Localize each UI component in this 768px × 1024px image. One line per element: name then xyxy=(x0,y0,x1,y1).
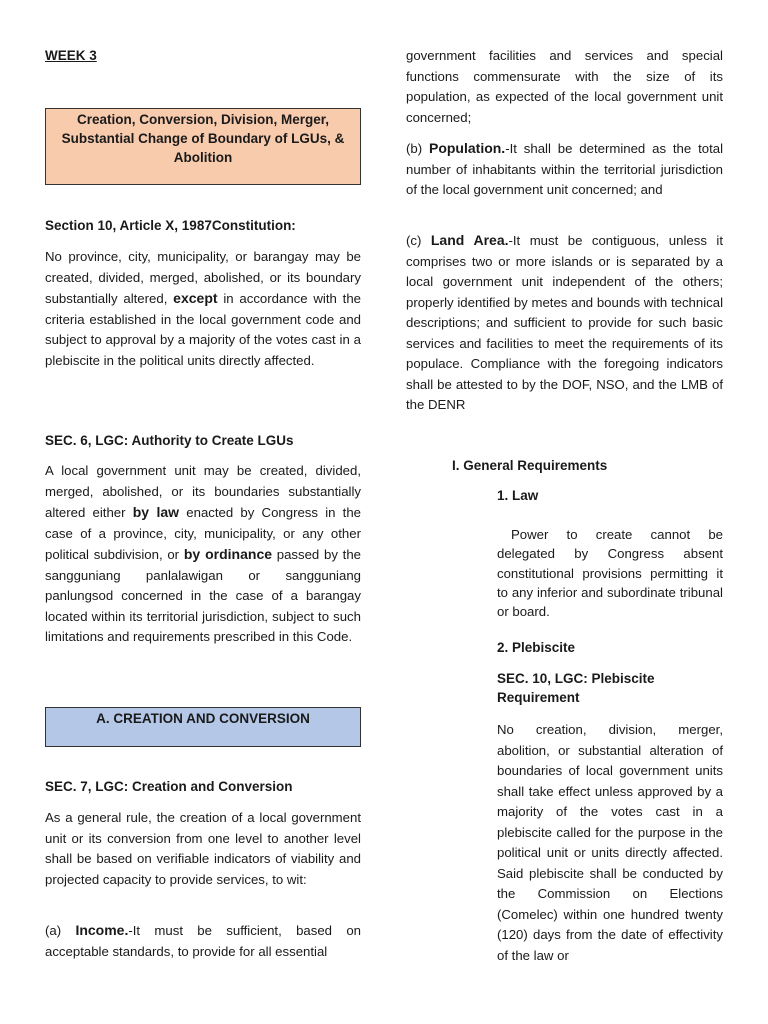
section10-text-post: in accordance with the criteria established in the local government code and subject to approval by a majority of the votes cast in a plebiscite in the political units directly affected. xyxy=(45,291,361,368)
population-prefix: (b) xyxy=(406,141,429,156)
land-area-paragraph xyxy=(406,230,723,416)
population-text: -It shall be determined as the total number of inhabitants within the territorial jurisdiction of the local government unit concerned; and xyxy=(406,141,724,197)
land-area-bold: Land Area. xyxy=(430,232,509,248)
law-heading: 1. Law xyxy=(497,488,539,503)
sec10-lgc-paragraph: No creation, division, merger, abolition, or substantial alteration of boundaries of local government units shall take effect unless approved by a majority of the votes cast in a plebiscite called for the purpose in the political unit or units directly affected. Said plebiscite shall be conducted by the Commission on Elections (Comelec) within one hundred twenty (120) days from the date of effectivity of the law or xyxy=(497,722,723,963)
creation-conversion-box: A. CREATION AND CONVERSION xyxy=(45,707,361,747)
income-prefix: (a) xyxy=(45,923,76,938)
income-bold: Income. xyxy=(75,922,129,938)
income-text: -It must be sufficient, based on acceptable standards, to provide for all essential xyxy=(45,923,362,959)
general-requirements-heading: I. General Requirements xyxy=(452,458,608,473)
section10-bold-except: except xyxy=(173,290,218,306)
population-paragraph xyxy=(406,138,723,201)
income-paragraph xyxy=(45,920,361,962)
land-area-prefix: (c) xyxy=(406,233,431,248)
population-bold: Population. xyxy=(428,140,506,156)
sec7-heading: SEC. 7, LGC: Creation and Conversion xyxy=(45,779,293,794)
sec6-paragraph xyxy=(45,461,361,648)
title-line-2: Substantial Change of Boundary of LGUs, & xyxy=(61,131,345,146)
sec6-bold-by-ordinance: by ordinance xyxy=(183,546,273,562)
land-area-text: -It must be contiguous, unless it comprises two or more islands or is separated by a local government unit independent of the others; properly identified by metes and bounds with technical descriptions; and sufficient to provide for such basic services and facilities to meet the requirements of its populace. Compliance with the foregoing indicators shall be attested to by the DOF, NSO, and the LMB of the DENR xyxy=(406,233,723,412)
sec10-lgc-heading: SEC. 10, LGC: Plebiscite Requirement xyxy=(497,671,655,705)
title-box xyxy=(45,108,361,185)
facilities-continuation: government facilities and services and special functions commensurate with the size of its population, as expected of the local government unit concerned; xyxy=(406,48,723,125)
sec6-text-pre: A local government unit may be created, divided, merged, abolished, or its boundaries substantially altered either xyxy=(45,463,361,520)
sec6-bold-by-law: by law xyxy=(132,504,180,520)
sec7-paragraph: As a general rule, the creation of a local government unit or its conversion from one level to another level shall be based on verifiable indicators of viability and projected capacity to provide services, to wit: xyxy=(45,810,361,887)
title-line-3: Abolition xyxy=(173,150,233,165)
section10-heading: Section 10, Article X, 1987Constitution: xyxy=(45,218,296,233)
sec6-text-post: passed by the sangguniang panlalawigan or sangguniang panlungsod concerned in the case of a barangay located within its territorial jurisdiction, subject to such limitations and requirements prescribed in this Code. xyxy=(45,547,361,644)
sec6-text-mid: enacted by Congress in the case of a province, city, municipality, or any other political subdivision, or xyxy=(45,505,362,562)
section10-paragraph xyxy=(45,247,361,371)
law-paragraph: Power to create cannot be delegated by Congress absent constitutional provisions permitting it to any inferior and subordinate tribunal or board. xyxy=(497,527,723,620)
title-line-1: Creation, Conversion, Division, Merger, xyxy=(76,112,330,127)
sec6-heading: SEC. 6, LGC: Authority to Create LGUs xyxy=(45,433,294,448)
section10-text-pre: No province, city, municipality, or barangay may be created, divided, merged, abolished, or its boundary substantially altered, xyxy=(45,249,361,306)
week-heading: WEEK 3 xyxy=(45,48,97,63)
plebiscite-heading: 2. Plebiscite xyxy=(497,640,576,655)
